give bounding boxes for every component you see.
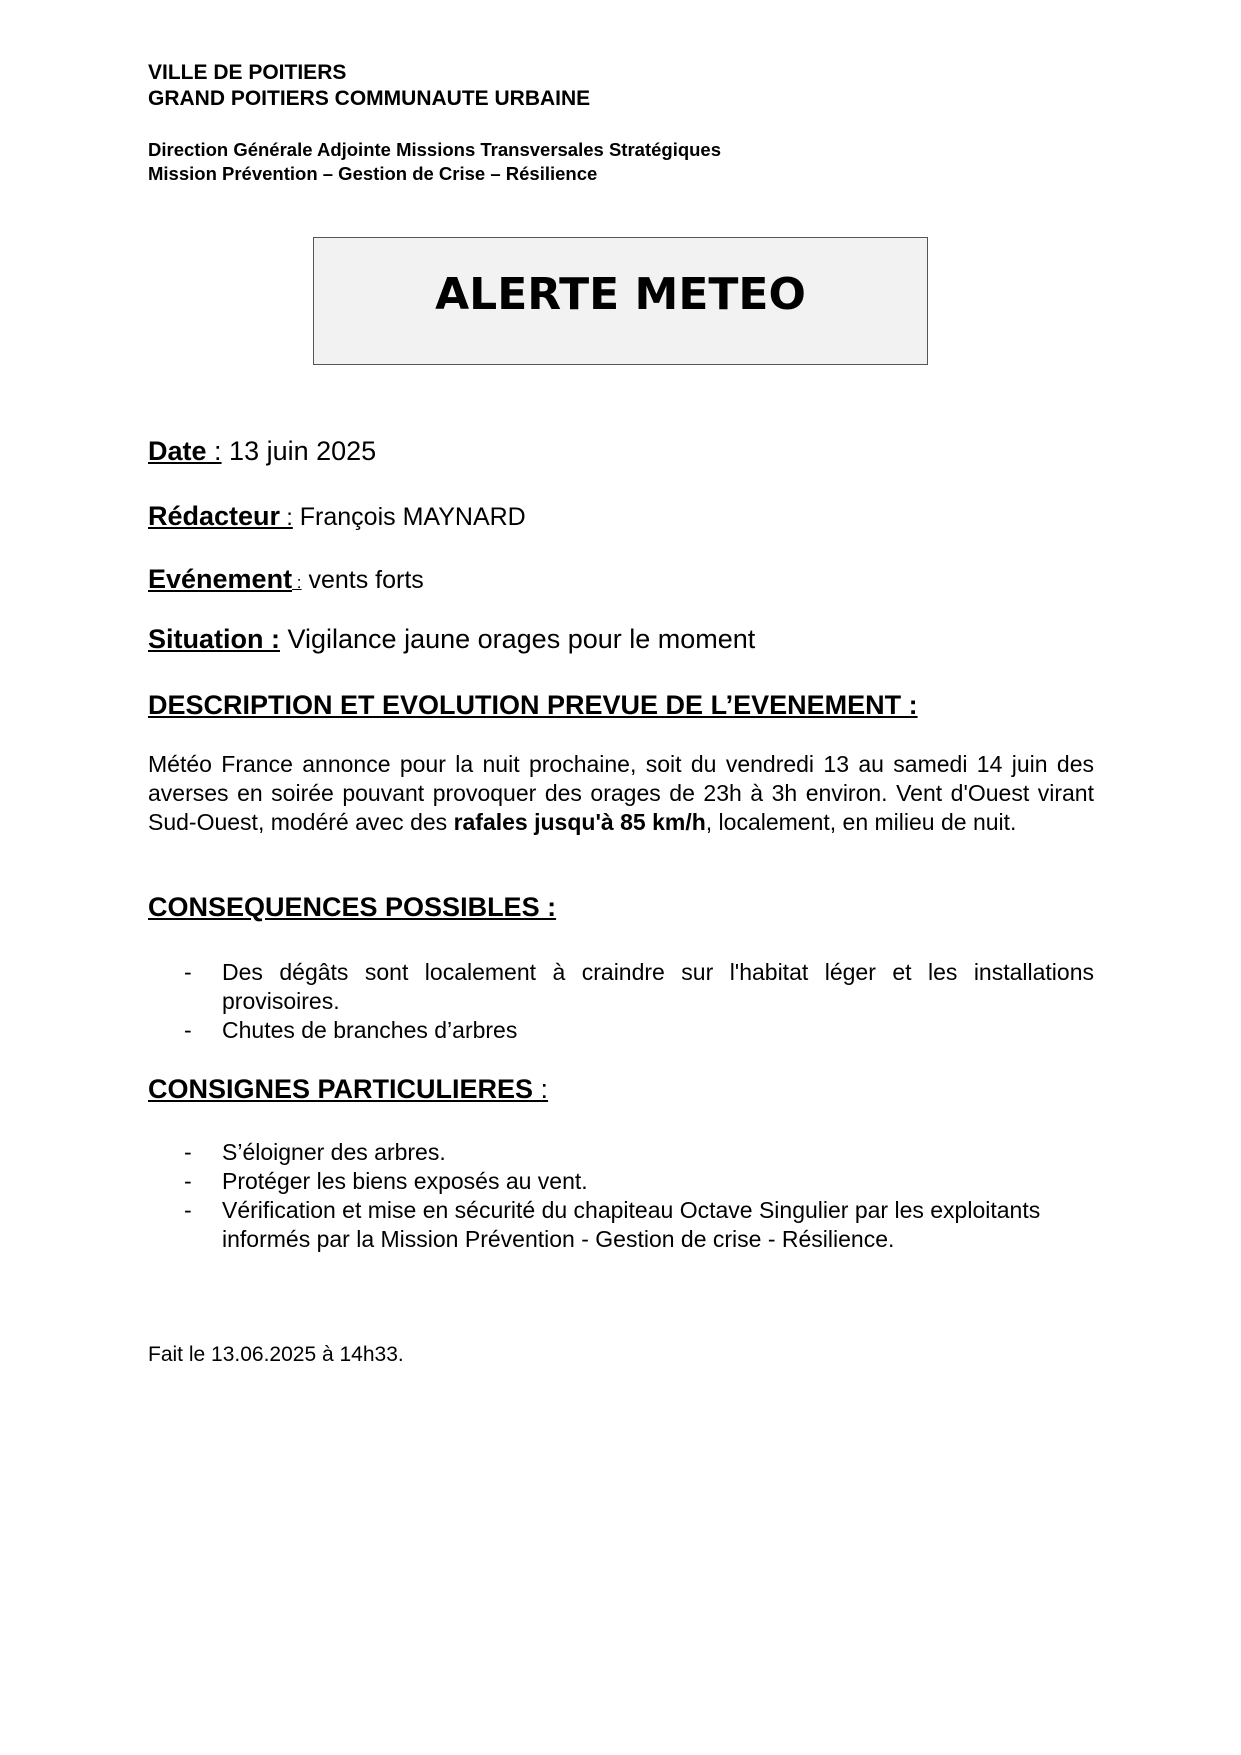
- list-item: [148, 1196, 1094, 1254]
- alert-title-box: [313, 237, 928, 365]
- field-redacteur: [148, 499, 526, 534]
- evenement-colon: :: [292, 573, 302, 592]
- description-paragraph: [148, 750, 1094, 837]
- date-label: Date: [148, 436, 207, 466]
- bullet-dash: -: [184, 1017, 192, 1043]
- header-city: VILLE DE POITIERS: [148, 61, 347, 84]
- date-value: 13 juin 2025: [221, 436, 377, 466]
- list-item: [148, 958, 1094, 1016]
- evenement-label: Evénement: [148, 564, 293, 594]
- consigne-text: Protéger les biens exposés au vent.: [222, 1168, 588, 1194]
- date-colon: :: [206, 436, 222, 466]
- bullet-dash: -: [184, 959, 192, 985]
- field-evenement: [148, 562, 424, 600]
- consignes-heading: [148, 1072, 548, 1106]
- consigne-text: Vérification et mise en sécurité du chapiteau Octave Singulier par les exploitants informés par la Mission Prévention - Gestion de crise - Résilience.: [222, 1197, 1041, 1252]
- header-agglomeration: GRAND POITIERS COMMUNAUTE URBAINE: [148, 87, 591, 110]
- bullet-dash: -: [184, 1139, 192, 1165]
- bullet-dash: -: [184, 1197, 192, 1223]
- description-text-1: Météo France annonce pour la nuit prochaine, soit du vendredi 13 au samedi 14 juin des averses en soirée pouvant provoquer des orages de 23h à 3h environ. Vent d'Ouest virant Sud-Ouest, modéré avec des: [148, 751, 1094, 835]
- consequence-text: Chutes de branches d’arbres: [222, 1017, 518, 1043]
- footer-timestamp: Fait le 13.06.2025 à 14h33.: [148, 1343, 404, 1366]
- header-direction: Direction Générale Adjointe Missions Transversales Stratégiques: [148, 139, 722, 160]
- consequences-heading: CONSEQUENCES POSSIBLES :: [148, 892, 557, 922]
- description-text-2: , localement, en milieu de nuit.: [705, 809, 1017, 835]
- list-item: [148, 1138, 1094, 1167]
- bullet-dash: -: [184, 1168, 192, 1194]
- description-heading: DESCRIPTION ET EVOLUTION PREVUE DE L’EVENEMENT :: [148, 690, 918, 720]
- list-item: [148, 1167, 1094, 1196]
- field-situation: [148, 622, 755, 656]
- header-mission: Mission Prévention – Gestion de Crise – Résilience: [148, 163, 598, 184]
- evenement-value: vents forts: [301, 566, 424, 594]
- consignes-list: [148, 1138, 1094, 1254]
- consignes-heading-colon: :: [533, 1074, 549, 1104]
- alert-title: ALERTE METEO: [435, 268, 806, 320]
- description-text-bold: rafales jusqu'à 85 km/h: [453, 809, 706, 835]
- situation-value: Vigilance jaune orages pour le moment: [279, 624, 756, 654]
- consigne-text: S’éloigner des arbres.: [222, 1139, 446, 1165]
- situation-label: Situation :: [148, 624, 280, 654]
- field-date: [148, 434, 376, 468]
- consequence-text: Des dégâts sont localement à craindre sur l'habitat léger et les installations provisoires.: [222, 959, 1094, 1014]
- redacteur-colon: :: [280, 504, 293, 530]
- redacteur-label: Rédacteur: [148, 501, 281, 531]
- consignes-heading-text: CONSIGNES PARTICULIERES: [148, 1074, 534, 1104]
- list-item: [148, 1016, 1094, 1045]
- consequences-list: [148, 958, 1094, 1045]
- redacteur-value: François MAYNARD: [292, 503, 526, 531]
